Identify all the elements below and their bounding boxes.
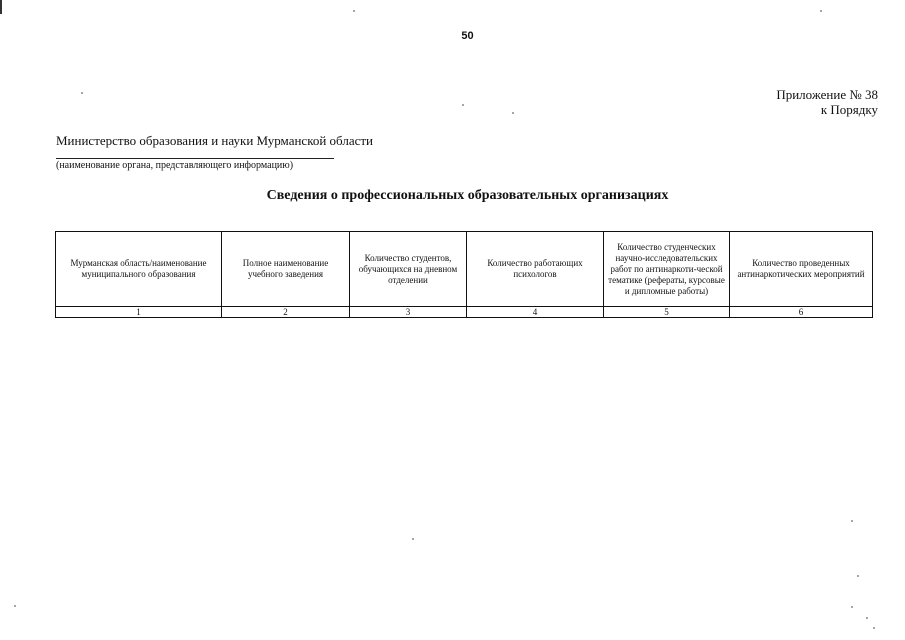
scan-speck [353, 10, 355, 12]
scan-speck [866, 617, 868, 619]
header-region: Мурманская область/наименование муниципального образования [56, 232, 222, 307]
header-psychologists-count: Количество работающих психологов [467, 232, 604, 307]
appendix-order: к Порядку [820, 102, 878, 117]
scan-speck [462, 104, 464, 106]
column-number: 6 [730, 307, 873, 318]
scan-speck [820, 10, 822, 12]
page-number: 50 [461, 30, 474, 42]
appendix-number: Приложение № 38 [776, 87, 878, 102]
scan-speck [851, 606, 853, 608]
column-number: 5 [604, 307, 730, 318]
column-number: 2 [222, 307, 350, 318]
column-number: 4 [467, 307, 604, 318]
table-header-row [56, 232, 873, 307]
header-research-works-count: Количество студенческих научно-исследовательских работ по антинаркоти-ческой тематике (рефераты, курсовые и дипломные работы) [604, 232, 730, 307]
ministry-name: Министерство образования и науки Мурманской области [56, 133, 374, 148]
column-number: 1 [56, 307, 222, 318]
scan-speck [512, 112, 514, 114]
scan-speck [857, 575, 859, 577]
header-students-count: Количество студентов, обучающихся на дневном отделении [350, 232, 467, 307]
scan-speck [412, 538, 414, 540]
scan-edge-mark [0, 0, 2, 14]
column-number: 3 [350, 307, 467, 318]
table-row [56, 307, 873, 318]
ministry-underline [56, 158, 334, 159]
header-institution-name: Полное наименование учебного заведения [222, 232, 350, 307]
ministry-caption: (наименование органа, представляющего информацию) [56, 160, 294, 171]
scan-speck [81, 92, 83, 94]
scan-speck [873, 627, 875, 629]
appendix-reference [776, 87, 878, 117]
scan-speck [14, 605, 16, 607]
scan-speck [851, 520, 853, 522]
document-title: Сведения о профессиональных образовательных организациях [266, 188, 669, 203]
organizations-table [55, 231, 873, 318]
header-events-count: Количество проведенных антинаркотических мероприятий [730, 232, 873, 307]
